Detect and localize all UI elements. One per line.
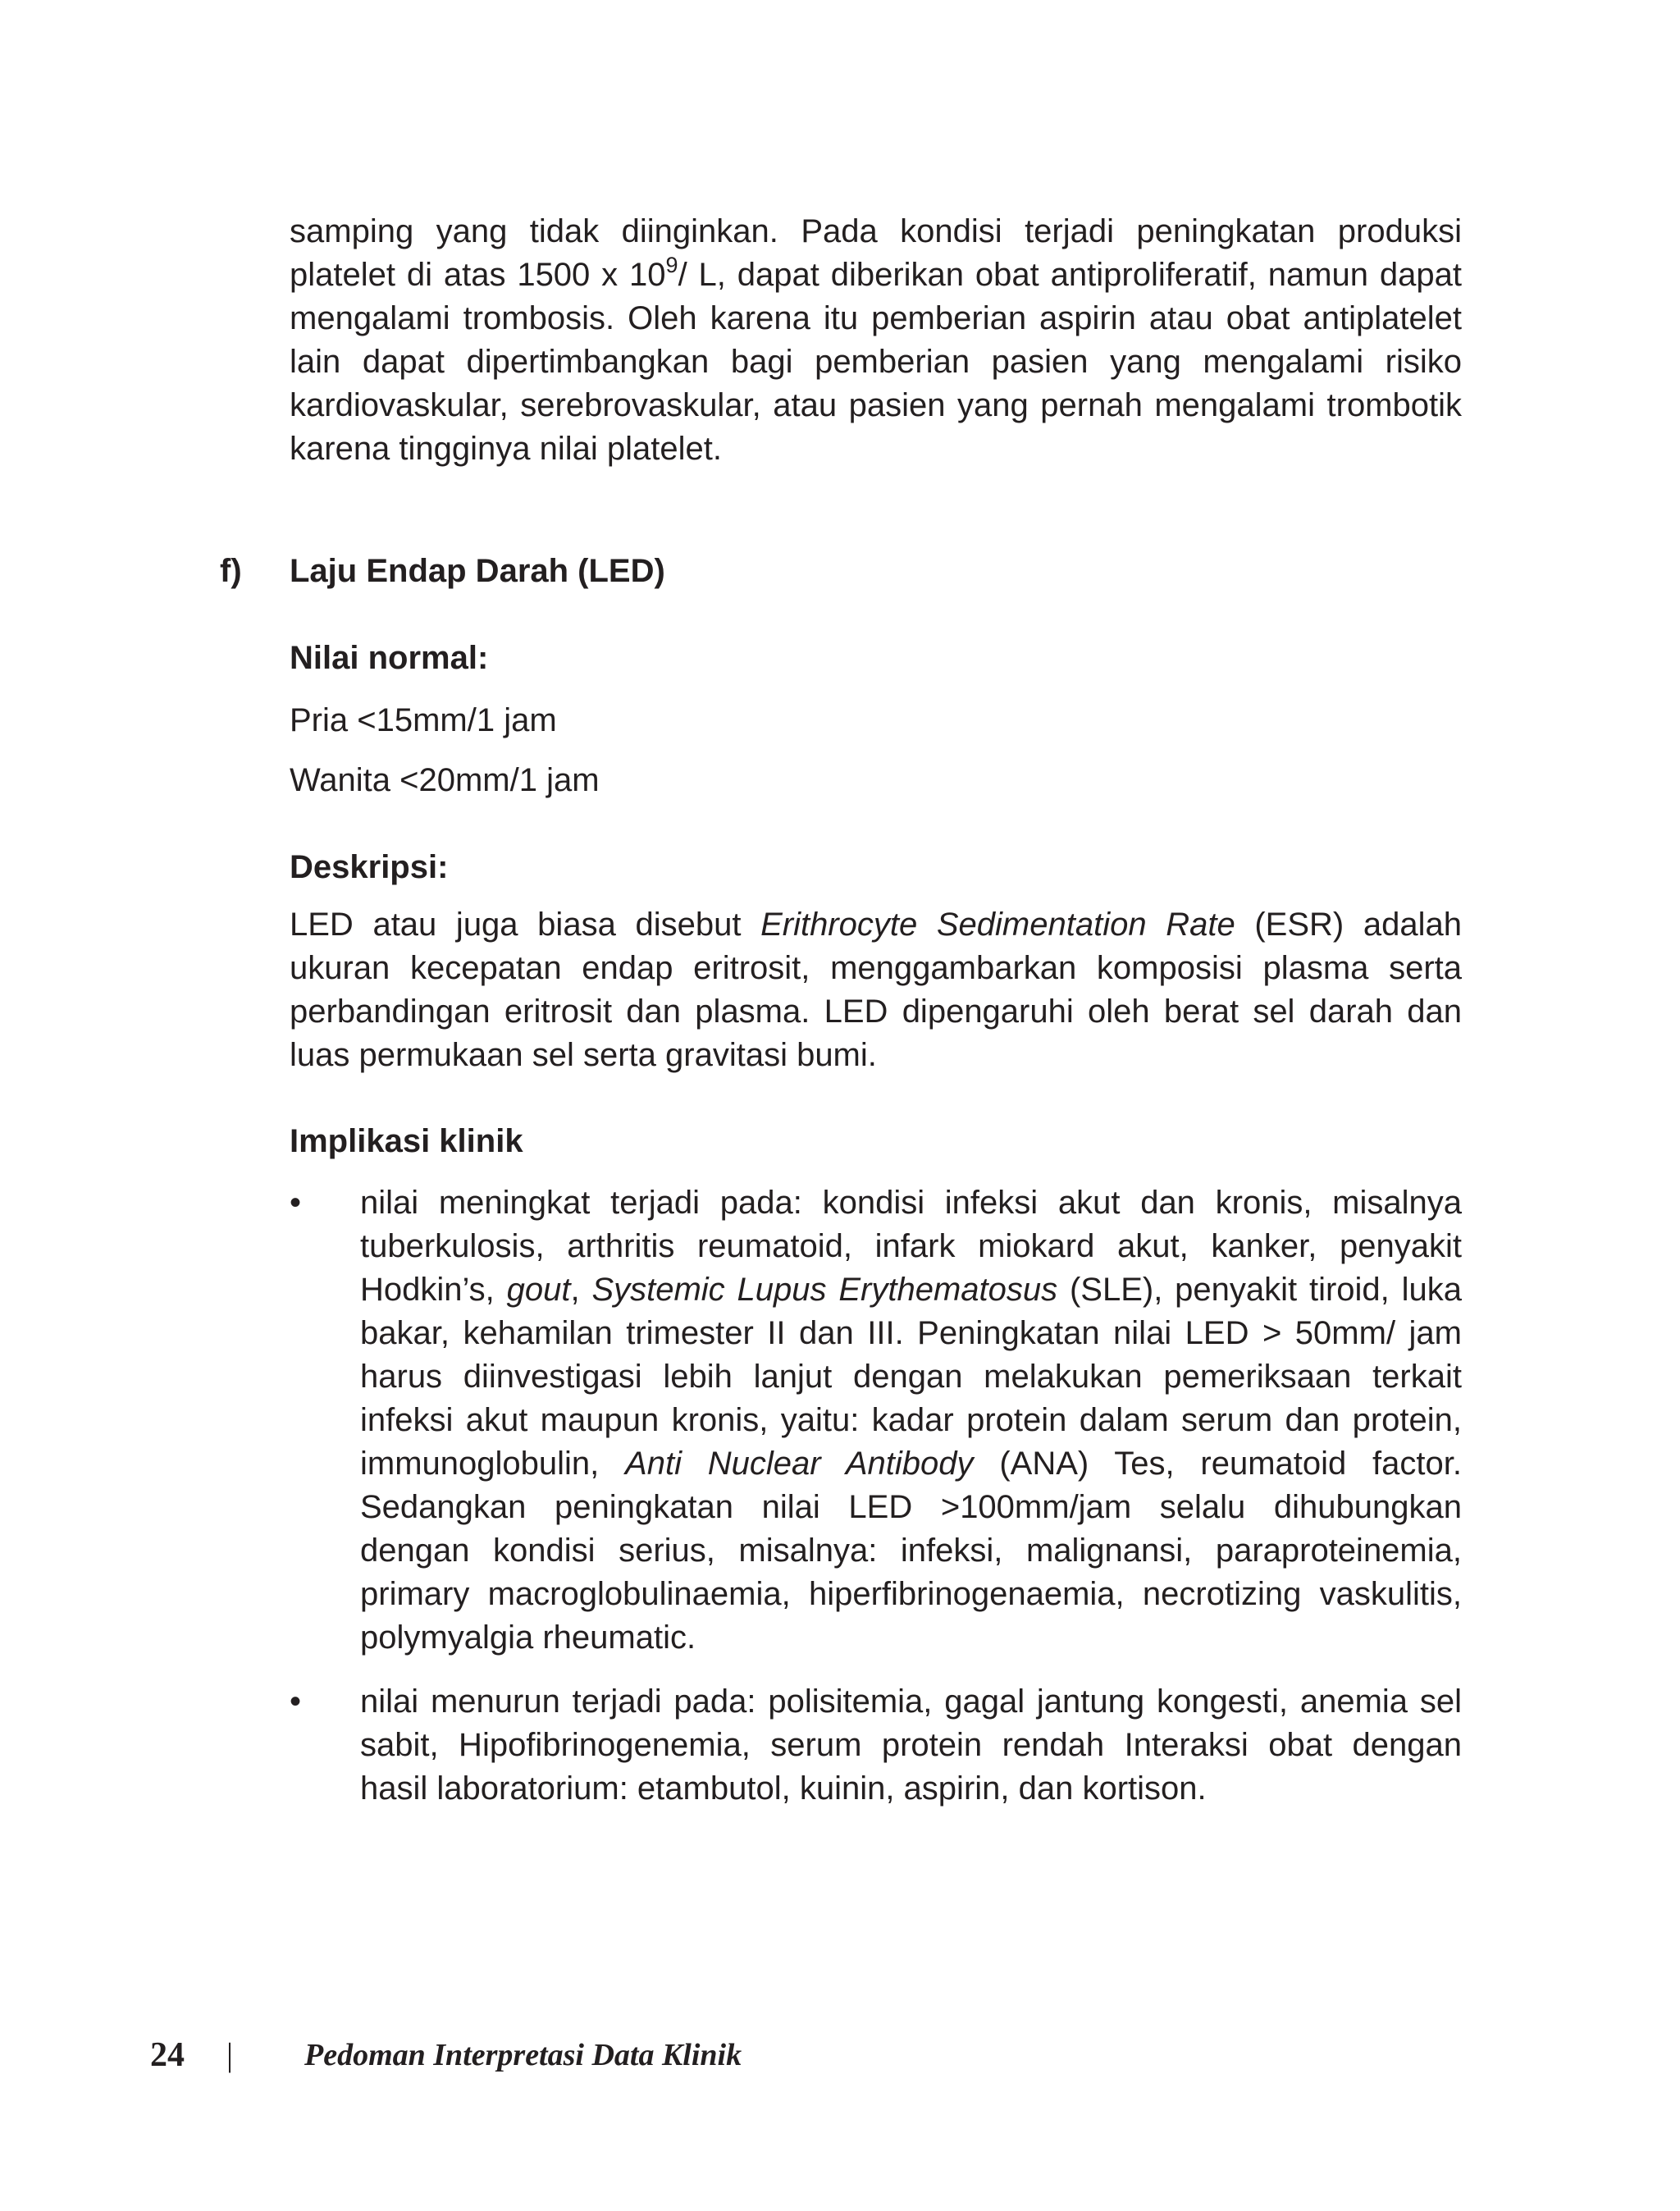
footer-separator: | bbox=[226, 2036, 234, 2073]
description-text-italic: Erithrocyte Sedimentation Rate bbox=[760, 907, 1235, 943]
item2-text: nilai menurun terjadi pada: polisitemia, gagal jantung kongesti, anemia sel sabit, Hipofibrinogenemia, serum protein rendah Interaksi obat dengan hasil laboratorium: etambutol, kuinin, aspirin, dan kortison. bbox=[360, 1683, 1462, 1807]
normal-value-male: Pria <15mm/1 jam bbox=[290, 702, 557, 738]
list-item bbox=[290, 1680, 1462, 1811]
clinical-implications-list bbox=[290, 1181, 1462, 1811]
page-number: 24 bbox=[150, 2036, 185, 2074]
bullet-icon: • bbox=[290, 1683, 302, 1720]
normal-values-heading: Nilai normal: bbox=[290, 640, 489, 676]
bullet-icon: • bbox=[290, 1185, 302, 1221]
item1-text-3: (SLE), penyakit tiroid, luka bakar, kehamilan trimester II dan III. Peningkatan nilai LED > 50mm/ jam harus diinvestigasi lebih lanjut dengan melakukan pemeriksaan terkait infeksi akut maupun kronis, yaitu: kadar protein dalam serum dan protein, immunoglobulin, bbox=[360, 1272, 1462, 1482]
clinical-implications-heading: Implikasi klinik bbox=[290, 1123, 523, 1159]
item1-italic-2: Systemic Lupus Erythematosus bbox=[591, 1272, 1058, 1308]
book-title: Pedoman Interpretasi Data Klinik bbox=[304, 2038, 742, 2072]
description-heading: Deskripsi: bbox=[290, 849, 449, 885]
list-item bbox=[290, 1181, 1462, 1660]
item1-text-2: , bbox=[570, 1272, 592, 1308]
intro-paragraph bbox=[290, 210, 1462, 471]
intro-text-part2: / L, dapat diberikan obat antiproliferatif, namun dapat mengalami trombosis. Oleh karena itu pemberian aspirin atau obat antiplatelet lain dapat dipertimbangkan bagi pemberian pasien yang mengalami risiko kardiovaskular, serebrovaskular, atau pasien yang pernah mengalami trombotik karena tingginya nilai platelet. bbox=[290, 257, 1463, 467]
item1-italic-1: gout bbox=[506, 1272, 571, 1308]
intro-superscript: 9 bbox=[665, 253, 678, 277]
section-heading bbox=[220, 550, 665, 593]
item1-text-1: nilai meningkat terjadi pada: kondisi infeksi akut dan kronis, misalnya tuberkulosis, arthritis reumatoid, infark miokard akut, kanker, penyakit Hodkin’s, bbox=[360, 1185, 1462, 1308]
intro-text-part1: samping yang tidak diinginkan. Pada kondisi terjadi peningkatan produksi platelet di atas 1500 x 10 bbox=[290, 213, 1462, 293]
normal-value-female: Wanita <20mm/1 jam bbox=[290, 762, 600, 798]
section-letter: f) bbox=[220, 553, 242, 589]
description-text-before: LED atau juga biasa disebut bbox=[290, 907, 761, 943]
item1-text-4: (ANA) Tes, reumatoid factor. Sedangkan peningkatan nilai LED >100mm/jam selalu dihubungkan dengan kondisi serius, misalnya: infeksi, malignansi, paraproteinemia, primary macroglobulinaemia, hiperfibrinogenaemia, necrotizing vaskulitis, polymyalgia rheumatic. bbox=[360, 1446, 1462, 1656]
item1-italic-3: Anti Nuclear Antibody bbox=[625, 1446, 974, 1482]
section-title: Laju Endap Darah (LED) bbox=[290, 553, 665, 589]
description-paragraph bbox=[290, 903, 1462, 1077]
description-text-after: (ESR) adalah ukuran kecepatan endap eritrosit, menggambarkan komposisi plasma serta perbandingan eritrosit dan plasma. LED dipengaruhi oleh berat sel darah dan luas permukaan sel serta gravitasi bumi. bbox=[290, 907, 1462, 1073]
